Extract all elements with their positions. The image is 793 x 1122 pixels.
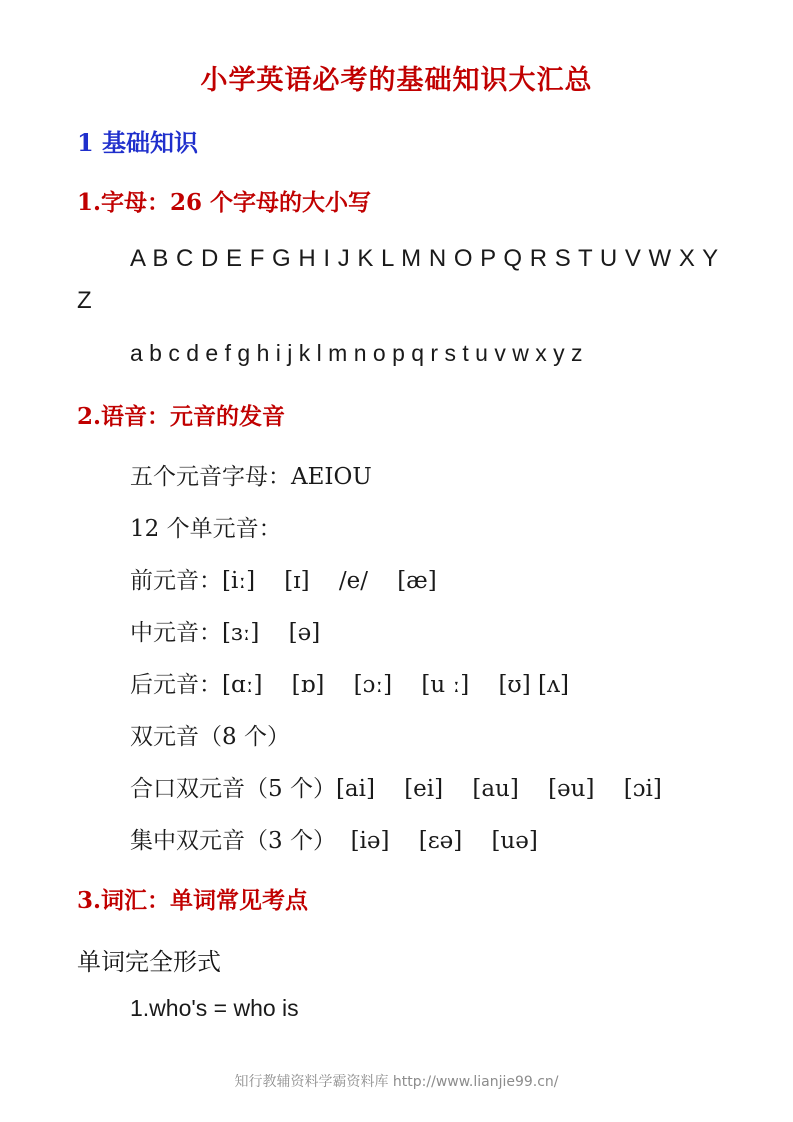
footer-watermark: 知行教辅资料学霸资料库 http://www.lianjie99.cn/ (234, 1074, 559, 1090)
letters-heading: 1.字母：26 个字母的大小写 (77, 189, 372, 216)
vocab-heading: 3.词汇：单词常见考点 (77, 887, 309, 914)
phonetics-line: 合口双元音（5 个）[ai] [ei] [au] [əu] [ɔi] (130, 776, 662, 802)
section-heading-basics: 1 基础知识 (77, 128, 199, 157)
vocab-line: 1.who's = who is (130, 995, 299, 1021)
uppercase-letters: A B C D E F G H I J K L M N O P Q R S T U V W X Y Z (77, 245, 718, 314)
lowercase-letters: a b c d e f g h i j k l m n o p q r s t u v w x y z (130, 340, 583, 366)
phonetics-line: 双元音（8 个） (130, 724, 290, 750)
phonetics-line: 集中双元音（3 个） [iə] [ɛə] [uə] (130, 828, 538, 854)
phonetics-heading: 2.语音：元音的发音 (77, 403, 286, 430)
page-title: 小学英语必考的基础知识大汇总 (200, 65, 593, 96)
phonetics-line: 五个元音字母：AEIOU (130, 464, 372, 490)
phonetics-line: 12 个单元音： (130, 516, 282, 542)
phonetics-line: 前元音：[iː] [ɪ] /e/ [æ] (130, 568, 437, 594)
phonetics-line: 中元音：[ɜː] [ə] (130, 620, 321, 646)
vocab-subheading: 单词完全形式 (77, 948, 221, 976)
phonetics-line: 后元音：[ɑː] [ɒ] [ɔː] [u ː] [ʊ] [ʌ] (130, 672, 569, 698)
